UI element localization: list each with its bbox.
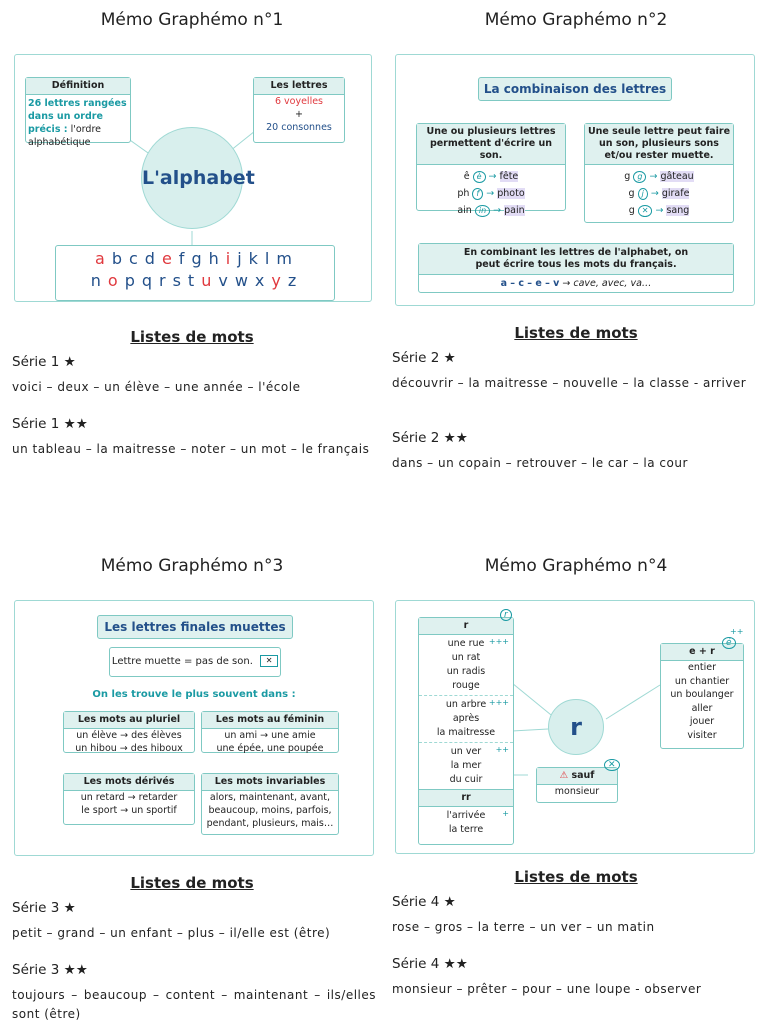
muette-category-box [63,773,195,825]
er-box [660,643,744,749]
alphabet-box [55,245,335,301]
memo1-card [14,54,372,302]
serie-1-label: Série 1 ★ [12,354,76,370]
frequency-badge: +++ [488,637,509,646]
alphabet-letter: n [90,271,104,290]
memo4-list-title: Listes de mots [514,868,638,886]
serie-4-label: Série 4 ★ [392,894,456,910]
grapheme-example-row [417,202,565,219]
plus-sign: + [295,109,303,120]
frequency-badge: + [502,809,509,818]
memo1-title: Mémo Graphémo n°1 [100,10,284,30]
alphabet-row-1 [56,248,334,270]
muette-category-box [201,773,339,835]
r-example-word: un arbre [445,699,487,710]
alphabet-letter: a [95,249,108,268]
alphabet-letter: h [208,249,222,268]
memo2-list-title: Listes de mots [514,324,638,342]
sound-bubble: ✕ [638,205,653,217]
definition-text: 26 lettres rangées dans un ordre précis : [28,98,127,135]
grapheme: ain [457,205,472,216]
grapheme: ê [463,171,470,182]
arrow-icon: → [485,171,500,182]
combinaison-header [478,77,672,101]
definition-rest: l'ordre alphabétique [28,124,101,148]
r-column [418,617,514,845]
alphabet-letter: e [161,249,175,268]
alphabet-letter: c [129,249,141,268]
alphabet-letter: p [124,271,138,290]
grapheme-example-row [585,185,733,202]
serie-2-words: découvrir – la maitresse – nouvelle – la classe - arriver [392,376,747,390]
sound-bubble: j [638,188,648,200]
grapheme-example-row [585,168,733,185]
warning-icon: ⚠ [559,770,569,781]
rr-group [419,807,513,839]
alphabet-letter: t [187,271,198,290]
memo3-title: Mémo Graphémo n°3 [100,556,284,576]
muette-example-line: beaucoup, moins, parfois, [208,805,332,816]
example-word: photo [497,188,525,199]
r-example-word: un radis [446,666,486,677]
r-example-word: l'arrivée [446,810,486,821]
muette-example-line: une épée, une poupée [216,743,324,754]
r-center-label: r [570,713,582,741]
memo1-list-title: Listes de mots [130,328,254,346]
alphabet-letter: r [159,271,169,290]
r-example-word: la mer [450,760,482,771]
definition-label: Définition [26,78,130,95]
sauf-head [537,768,617,785]
r-example-word: un boulanger [670,689,734,700]
r-example-word: du cuir [449,774,483,785]
muette-category-head: Les mots dérivés [64,774,194,791]
muette-example-line: le sport → un sportif [81,805,177,816]
er-head: e + r [661,644,743,661]
serie-2-label: Série 2 ★ [392,350,456,366]
alphabet-letter: w [234,271,251,290]
right-box [584,123,734,223]
r-column-head: r [419,618,513,635]
alphabet-letter: y [271,271,284,290]
definition-box [25,77,131,148]
sauf-label: sauf [571,770,595,781]
alphabet-letter: i [225,249,234,268]
grapheme: g [624,171,631,182]
muette-definition-text: Lettre muette = pas de son. [111,656,253,667]
serie-3-words: petit – grand – un enfant – plus – il/elle est (être) [12,926,331,940]
rr-head: rr [419,789,513,807]
alphabet-letter: z [287,271,300,290]
sauf-box [536,767,618,803]
frequency-badge: +++ [488,698,509,707]
alphabet-letter: s [172,271,184,290]
voyelles-count: 6 voyelles [274,96,324,107]
e-sound-bubble: é [722,637,736,649]
alphabet-letter: d [144,249,158,268]
r-group-2 [419,695,513,742]
muette-category-head: Les mots au féminin [202,712,338,729]
memo2-card [395,54,755,306]
muette-category-box [201,711,339,753]
arrow-icon: → [652,205,667,216]
memo4-title: Mémo Graphémo n°4 [484,556,668,576]
alphabet-letter: m [276,249,295,268]
serie-4-2-label: Série 4 ★★ [392,956,468,972]
memo3-list-title: Listes de mots [130,874,254,892]
left-box-rows [417,165,565,219]
memo2-title: Mémo Graphémo n°2 [484,10,668,30]
muette-example-line: un retard → retarder [80,792,178,803]
combinaison-header-text: La combinaison des lettres [483,82,667,96]
sound-bubble: è [473,171,486,183]
muettes-subtitle: On les trouve le plus souvent dans : [92,689,296,700]
right-box-head: Une seule lettre peut faire un son, plusieurs sons et/ou rester muette. [585,124,733,165]
arrow-icon: → [646,171,661,182]
sauf-word: monsieur [554,786,600,797]
serie-4-words: rose – gros – la terre – un ver – un matin [392,920,655,934]
example-word: pain [504,205,525,216]
serie-2-2-words: dans – un copain – retrouver – le car – la cour [392,456,688,470]
crossed-sound-icon: ✕ [260,655,278,667]
bottom-box [418,243,734,293]
muette-example-line: un ami → une amie [224,730,316,741]
r-sound-bubble: r [500,609,512,621]
sound-bubble: in [475,205,490,217]
lettres-box [253,77,345,143]
alphabet-letter: g [191,249,205,268]
example-word: sang [666,205,690,216]
alphabet-letter: b [111,249,125,268]
lettres-label: Les lettres [254,78,344,95]
alphabet-letter: o [107,271,121,290]
muette-example-line: alors, maintenant, avant, [209,792,331,803]
frequency-badge: ++ [495,745,509,754]
muette-example-line: un élève → des élèves [76,730,182,741]
alphabet-letter: k [248,249,261,268]
example-word: gâteau [660,171,694,182]
r-example-word: une rue [447,638,485,649]
right-box-rows [585,165,733,219]
memo4-card [395,600,755,854]
sound-bubble: f [472,188,483,200]
alphabet-letter: x [254,271,268,290]
frequency-badge: ++ [730,627,744,636]
grapheme-example-row [585,202,733,219]
crossed-r-bubble: ✕ [604,759,620,771]
bottom-box-head: En combinant les lettres de l'alphabet, on peut écrire tous les mots du français. [419,244,733,275]
muettes-header [97,615,293,639]
serie-4-2-words: monsieur – prêter – pour – une loupe - observer [392,982,702,996]
grapheme-example-row [417,168,565,185]
muette-category-head: Les mots au pluriel [64,712,194,729]
sound-bubble: g [633,171,646,183]
serie-2-2-label: Série 2 ★★ [392,430,468,446]
serie-3-2-label: Série 3 ★★ [12,962,88,978]
example-word: girafe [661,188,690,199]
alphabet-letter: v [218,271,231,290]
r-example-word: visiter [687,729,717,741]
alphabet-row-2 [56,270,334,292]
alphabet-letter: f [178,249,188,268]
r-group-1 [419,635,513,695]
example-words: → cave, avec, va… [562,278,652,289]
r-example-word: jouer [689,716,715,727]
serie-1-2-words: un tableau – la maitresse – noter – un mot – le français [12,442,370,456]
muette-category-box [63,711,195,753]
arrow-icon: → [490,205,505,216]
muettes-header-text: Les lettres finales muettes [104,620,286,634]
arrow-icon: → [483,188,498,199]
alphabet-letter: l [264,249,273,268]
grapheme: ph [457,188,470,199]
r-example-word: après [452,713,480,724]
left-box [416,123,566,216]
alphabet-circle [141,127,255,229]
r-example-word: un chantier [674,675,730,687]
muette-category-head: Les mots invariables [202,774,338,791]
serie-1-2-label: Série 1 ★★ [12,416,88,432]
arrow-icon: → [647,188,662,199]
example-letters: a – c – e – v [500,278,560,289]
alphabet-letter: q [141,271,155,290]
example-word: fête [499,171,519,182]
serie-3-2-words: toujours – beaucoup – content – maintenant – ils/elles sont (être) [12,988,376,1021]
r-example-word: rouge [452,680,480,691]
muette-example-line: un hibou → des hiboux [75,743,183,754]
muette-example-line: pendant, plusieurs, mais… [206,818,334,829]
r-example-word: la maitresse [436,727,496,738]
r-example-word: un rat [451,652,481,663]
alphabet-letter: j [237,249,245,268]
r-example-word: un ver [450,746,482,757]
alphabet-center-label: L'alphabet [142,167,255,189]
grapheme: g [628,188,635,199]
serie-1-words: voici – deux – un élève – une année – l'école [12,380,301,394]
grapheme: g [628,205,635,216]
left-box-head: Une ou plusieurs lettres permettent d'écrire un son. [417,124,565,165]
memo3-card [14,600,374,856]
r-example-word: entier [688,662,716,673]
r-group-3 [419,742,513,789]
alphabet-letter: u [201,271,215,290]
consonnes-count: 20 consonnes [266,122,332,133]
muette-definition [109,647,281,677]
r-example-word: aller [691,702,713,714]
r-circle [548,699,604,755]
r-example-word: la terre [448,824,484,835]
grapheme-example-row [417,185,565,202]
serie-3-label: Série 3 ★ [12,900,76,916]
